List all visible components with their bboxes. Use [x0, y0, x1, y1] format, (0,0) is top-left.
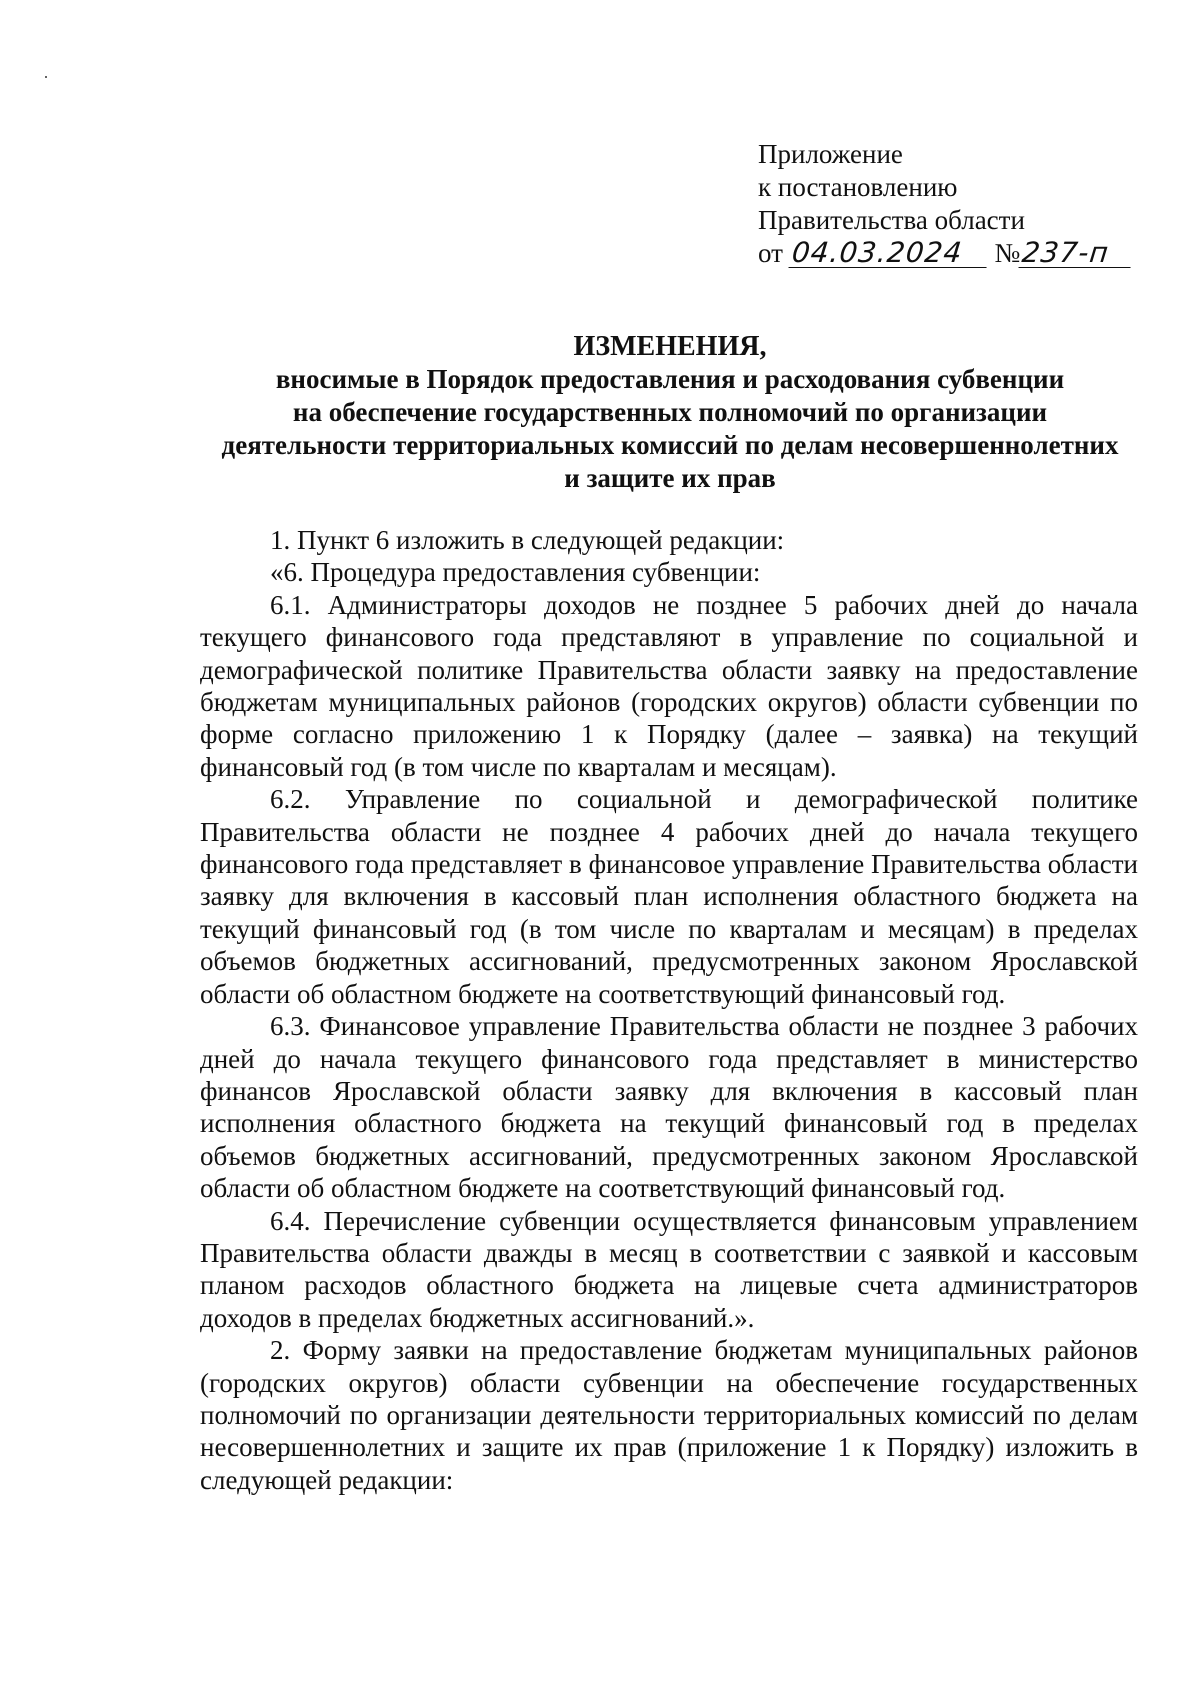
appendix-line-2: к постановлению [758, 172, 958, 202]
paragraph-6-3: 6.3. Финансовое управление Правительства области не позднее 3 рабочих дней до начала текущего финансового года представляет в министерство финансов Ярославской области заявку для включения в кассовый план исполнения областного бюджета на текущий финансовый год в пределах объемов бюджетных ассигнований, предусмотренных законом Ярославской области об областном бюджете на соответствующий финансовый год. [200, 1011, 1138, 1204]
title-line-4: и защите их прав [564, 463, 776, 493]
scan-speck [45, 76, 47, 78]
paragraph-6-2: 6.2. Управление по социальной и демографической политике Правительства области не позднее 4 рабочих дней до начала текущего финансового года представляет в финансовое управление Правительства области заявку для включения в кассовый план исполнения областного бюджета на текущий финансовый год (в том числе по кварталам и месяцам) в пределах объемов бюджетных ассигнований, предусмотренных законом Ярославской области об областном бюджете на соответствующий финансовый год. [200, 784, 1138, 1009]
number-prefix: № [994, 238, 1021, 268]
appendix-date-line [758, 237, 1132, 270]
appendix-line-3: Правительства области [758, 205, 1025, 235]
document-title [190, 330, 1150, 495]
date-prefix: от [758, 238, 783, 268]
paragraph-6-1: 6.1. Администраторы доходов не позднее 5 рабочих дней до начала текущего финансового года представляют в управление по социальной и демографической политике Правительства области заявку на предоставление бюджетам муниципальных районов (городских округов) области субвенции по форме согласно приложению 1 к Порядку (далее – заявка) на текущий финансовый год (в том числе по кварталам и месяцам). [200, 589, 1138, 782]
title-line-2: на обеспечение государственных полномочий по организации [292, 397, 1048, 427]
paragraph-2-form: 2. Форму заявки на предоставление бюджетам муниципальных районов (городских округов) области субвенции на обеспечение государственных полномочий по организации деятельности территориальных комиссий по делам несовершеннолетних и защите их прав (приложение 1 к Порядку) изложить в следующей редакции: [200, 1335, 1138, 1495]
title-line-1: вносимые в Порядок предоставления и расходования субвенции [275, 364, 1065, 394]
handwritten-date: 04.03.2024 [788, 239, 989, 268]
handwritten-number: 237-п [1019, 239, 1134, 268]
document-body [200, 524, 1138, 1496]
paragraph-2: «6. Процедура предоставления субвенции: [270, 557, 761, 588]
paragraph-6-4: 6.4. Перечисление субвенции осуществляется финансовым управлением Правительства области дважды в месяц в соответствии с заявкой и кассовым планом расходов областного бюджета на лицевые счета администраторов доходов в пределах бюджетных ассигнований.». [200, 1205, 1138, 1333]
paragraph-1: 1. Пункт 6 изложить в следующей редакции: [270, 525, 785, 555]
title-main: ИЗМЕНЕНИЯ, [573, 331, 767, 362]
appendix-header [758, 138, 1132, 270]
title-line-3: деятельности территориальных комиссий по делам несовершеннолетних [221, 430, 1119, 460]
appendix-line-1: Приложение [758, 139, 903, 169]
